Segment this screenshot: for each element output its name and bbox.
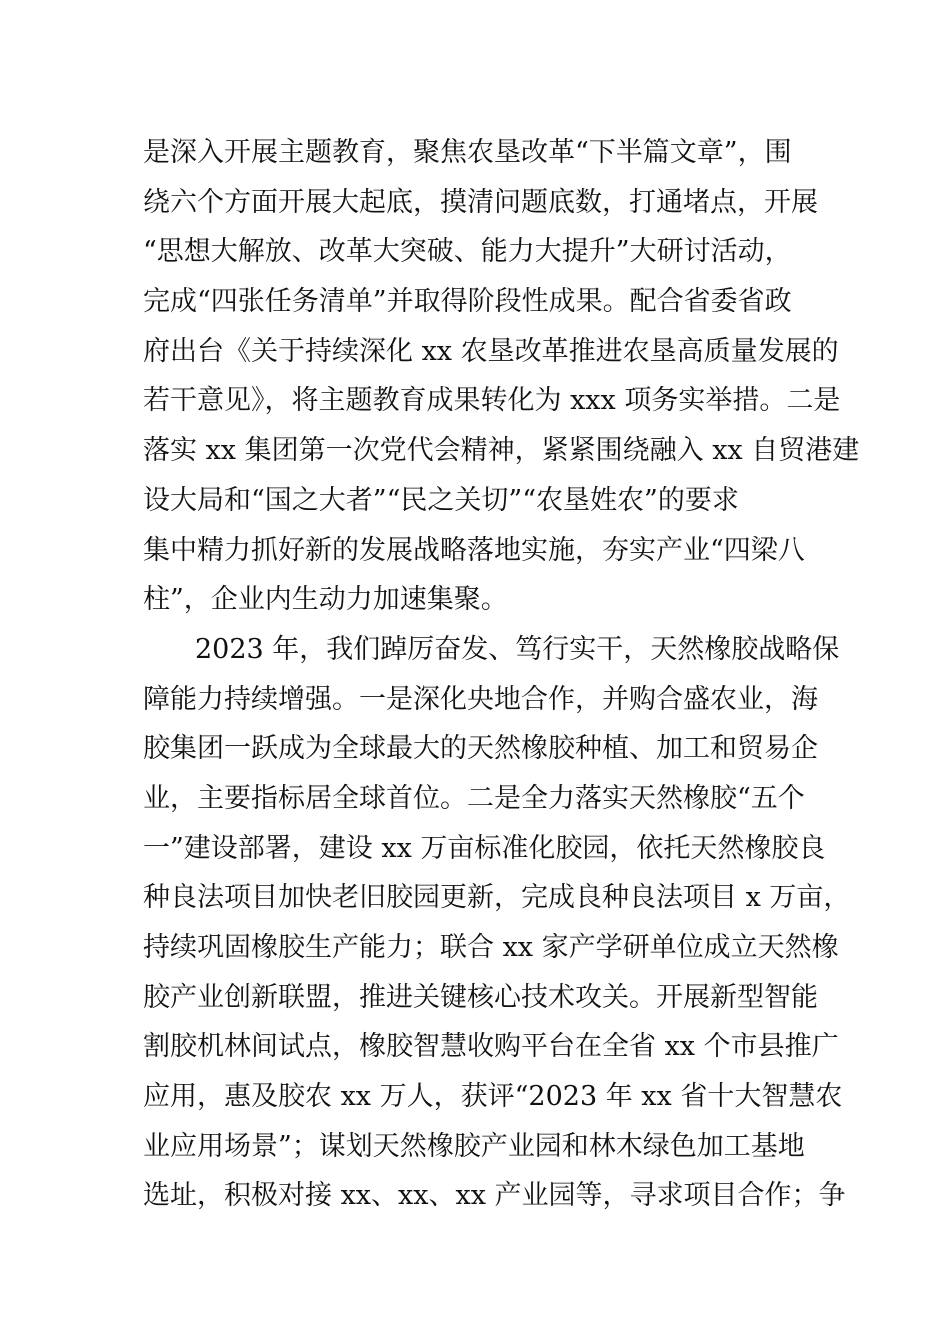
text-line: 绕六个方面开展大起底，摸清问题底数，打通堵点，开展	[143, 186, 818, 218]
text-line: 落实 xx 集团第一次党代会精神，紧紧围绕融入 xx 自贸港建	[143, 435, 860, 467]
text-line: 种良法项目加快老旧胶园更新，完成良种良法项目 x 万亩，	[143, 882, 851, 914]
text-line: 业应用场景”；谋划天然橡胶产业园和林木绿色加工基地	[143, 1130, 805, 1162]
text-line: 集中精力抓好新的发展战略落地实施，夯实产业“四梁八	[143, 534, 805, 566]
text-line: “思想大解放、改革大突破、能力大提升”大研讨活动，	[143, 236, 792, 268]
text-line: 业，主要指标居全球首位。二是全力落实天然橡胶“五个	[143, 782, 805, 814]
text-line: 持续巩固橡胶生产能力；联合 xx 家产学研单位成立天然橡	[143, 932, 839, 963]
text-line: 一”建设部署，建设 xx 万亩标准化胶园，依托天然橡胶良	[143, 832, 826, 864]
text-line: 割胶机林间试点，橡胶智慧收购平台在全省 xx 个市县推广	[143, 1031, 839, 1063]
text-line: 完成“四张任务清单”并取得阶段性成果。配合省委省政	[143, 286, 792, 318]
text-line: 设大局和“国之大者”“民之关切”“农垦姓农”的要求	[143, 484, 739, 516]
text-line: 柱”，企业内生动力加速集聚。	[143, 584, 508, 616]
text-line: 选址，积极对接 xx、xx、xx 产业园等，寻求项目合作；争	[143, 1180, 846, 1212]
body-text	[143, 128, 860, 1221]
paragraph-first-line: 2023 年，我们踔厉奋发、笃行实干，天然橡胶战略保	[195, 633, 840, 665]
text-line: 府出台《关于持续深化 xx 农垦改革推进农垦高质量发展的	[143, 335, 839, 367]
text-line: 胶产业创新联盟，推进关键核心技术攻关。开展新型智能	[143, 981, 818, 1013]
text-line: 若干意见》，将主题教育成果转化为 xxx 项务实举措。二是	[143, 385, 841, 417]
text-line: 是深入开展主题教育，聚焦农垦改革“下半篇文章”，围	[143, 137, 792, 168]
text-line: 障能力持续增强。一是深化央地合作，并购合盛农业，海	[143, 683, 818, 715]
text-line: 应用，惠及胶农 xx 万人，获评“2023 年 xx 省十大智慧农	[143, 1081, 843, 1113]
text-line: 胶集团一跃成为全球最大的天然橡胶种植、加工和贸易企	[143, 733, 818, 765]
